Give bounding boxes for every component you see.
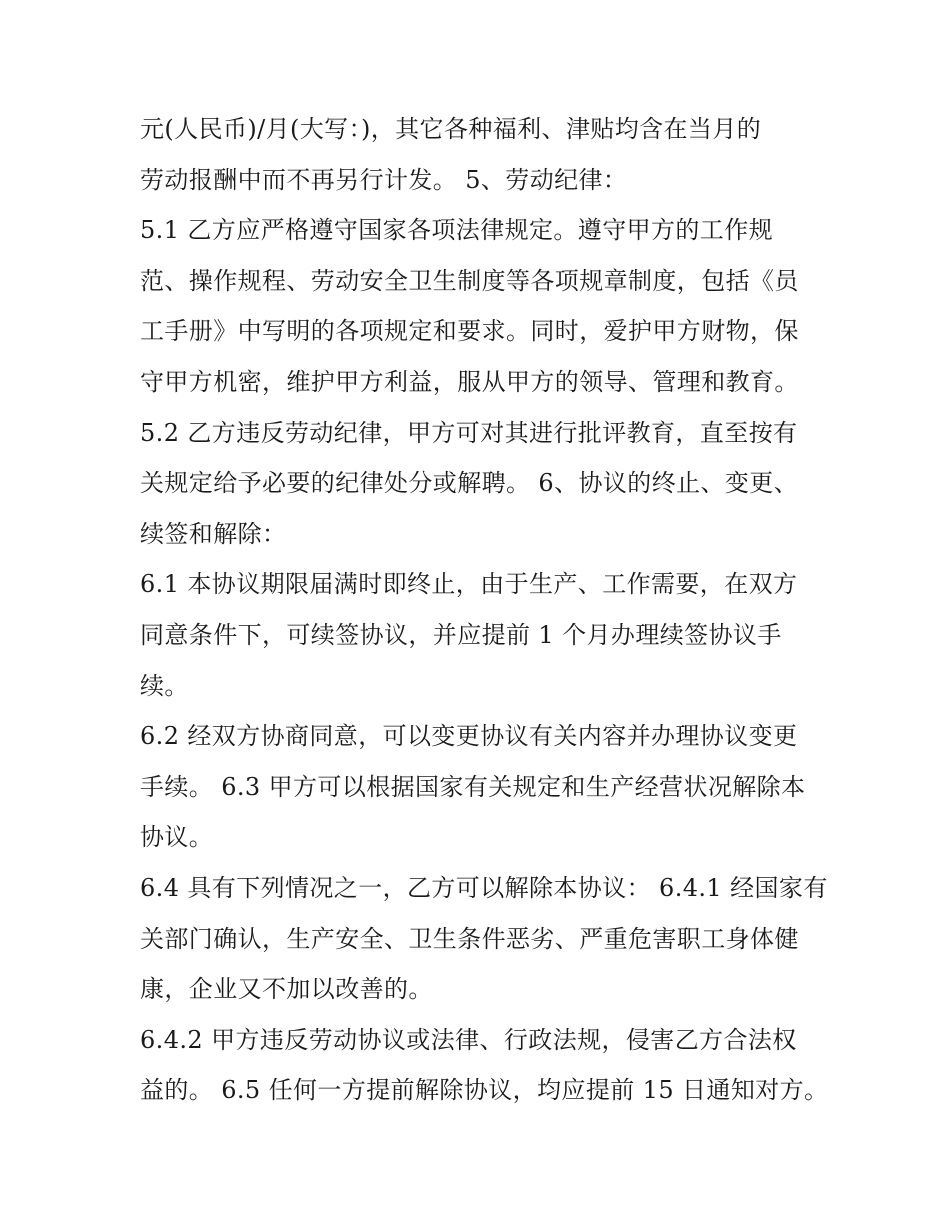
text-line: 6.2 经双方协商同意，可以变更协议有关内容并办理协议变更 bbox=[140, 722, 798, 751]
text-line: 6.1 本协议期限届满时即终止，由于生产、工作需要，在双方 bbox=[140, 570, 798, 599]
text-line: 守甲方机密，维护甲方利益，服从甲方的领导、管理和教育。 bbox=[140, 367, 799, 396]
text-line: 6.4 具有下列情况之一，乙方可以解除本协议： 6.4.1 经国家有 bbox=[140, 873, 828, 902]
text-line: 元(人民币)/月(大写：)，其它各种福利、津贴均含在当月的 bbox=[140, 115, 762, 143]
text-line: 续签和解除： bbox=[140, 519, 287, 548]
text-line: 关部门确认，生产安全、卫生条件恶劣、严重危害职工身体健 bbox=[140, 924, 799, 953]
text-line: 关规定给予必要的纪律处分或解聘。 6、协议的终止、变更、 bbox=[140, 469, 799, 498]
text-line: 续。 bbox=[140, 671, 189, 700]
text-line: 劳动报酬中而不再另行计发。 5、劳动纪律： bbox=[140, 165, 628, 194]
text-line: 协议。 bbox=[140, 823, 214, 852]
text-line: 同意条件下，可续签协议，并应提前 1 个月办理续签协议手 bbox=[140, 620, 782, 649]
document-body bbox=[140, 104, 829, 1116]
text-line: 手续。 6.3 甲方可以根据国家有关规定和生产经营状况解除本 bbox=[140, 772, 806, 801]
text-line: 康，企业又不加以改善的。 bbox=[140, 975, 433, 1004]
text-line: 工手册》中写明的各项规定和要求。同时，爱护甲方财物，保 bbox=[140, 317, 799, 346]
text-line: 6.4.2 甲方违反劳动协议或法律、行政法规，侵害乙方合法权 bbox=[140, 1025, 797, 1054]
text-line: 范、操作规程、劳动安全卫生制度等各项规章制度，包括《员 bbox=[140, 266, 799, 295]
text-line: 益的。 6.5 任何一方提前解除协议，均应提前 15 日通知对方。 bbox=[140, 1076, 829, 1105]
text-line: 5.1 乙方应严格遵守国家各项法律规定。遵守甲方的工作规 bbox=[140, 216, 773, 245]
text-line: 5.2 乙方违反劳动纪律，甲方可对其进行批评教育，直至按有 bbox=[140, 418, 798, 447]
